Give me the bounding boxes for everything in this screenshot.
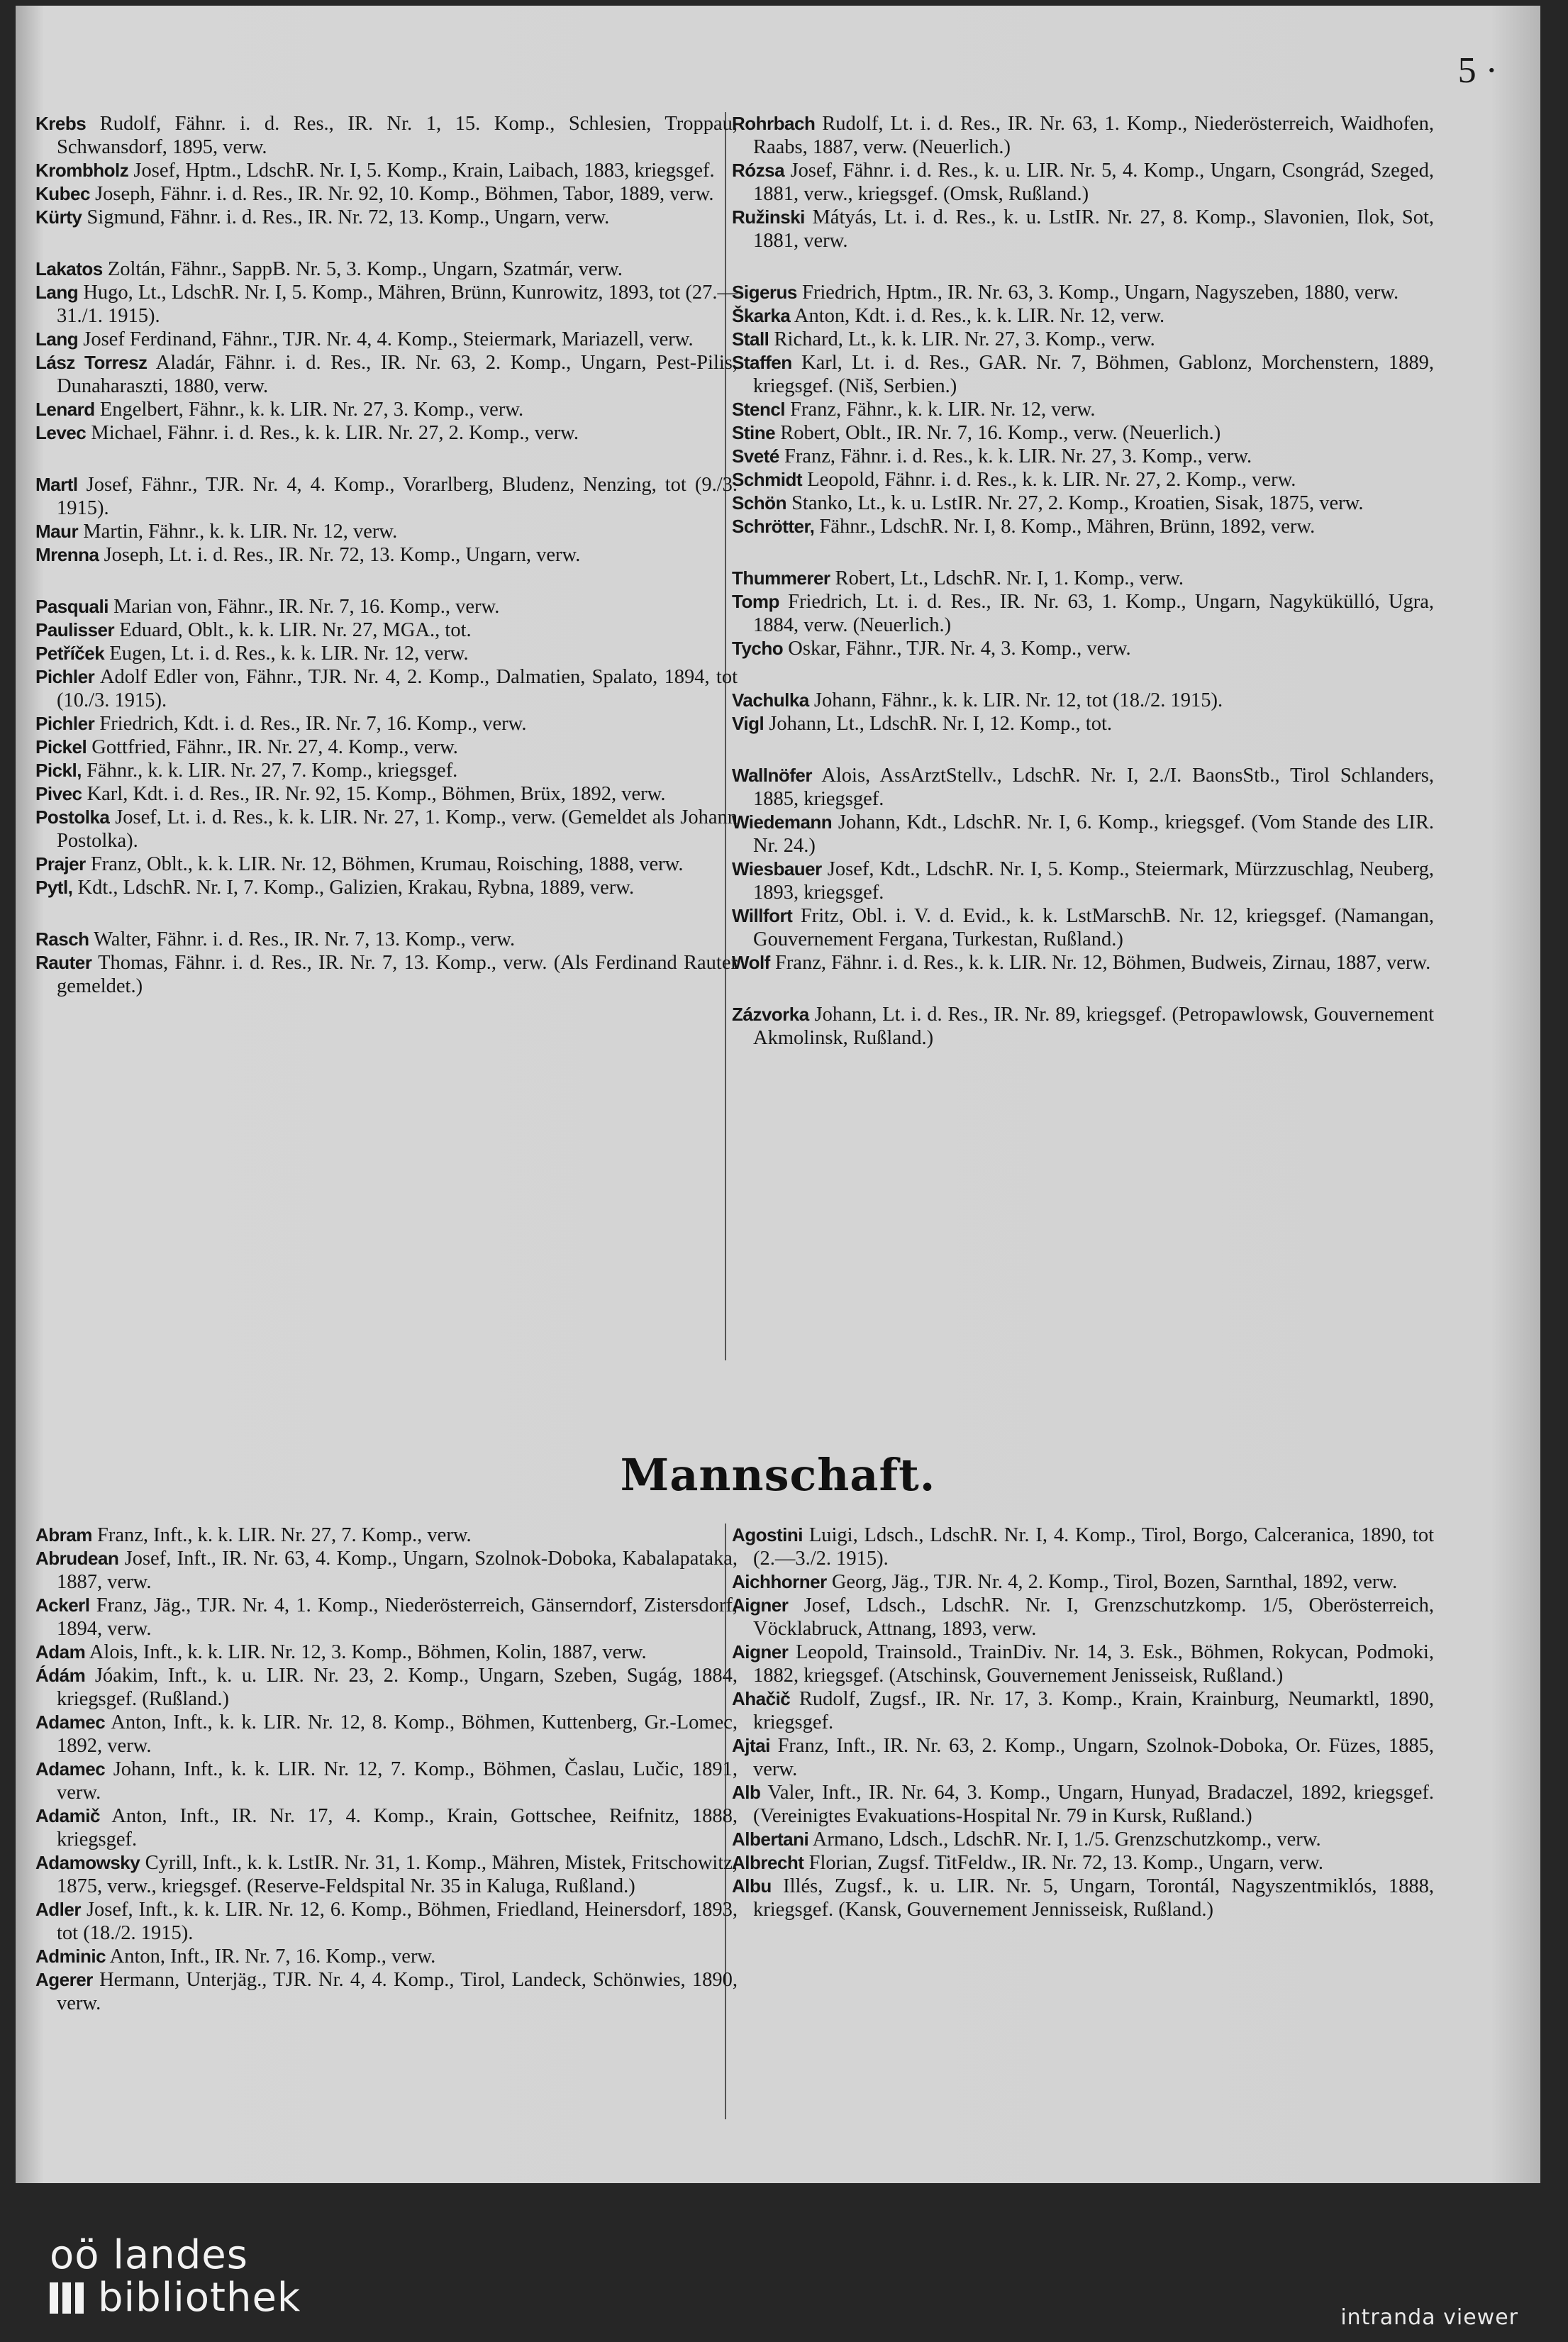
entry-text: Luigi, Ldsch., LdschR. Nr. I, 4. Komp., Tirol, Borgo, Calceranica, 1890, tot (2.—3./2. 1915).: [753, 1524, 1434, 1570]
list-item: [732, 1641, 1434, 1687]
list-item: [732, 492, 1434, 515]
entry-text: Franz, Fähnr., k. k. LIR. Nr. 12, verw.: [790, 399, 1096, 421]
entry-name: Adam: [35, 1641, 86, 1663]
entry-text: Cyrill, Inft., k. k. LstIR. Nr. 31, 1. Komp., Mähren, Mistek, Fritschowitz, 1875, verw., kriegsgef. (Reserve-Feldspital Nr. 35 in Kaluga, Rußland.): [57, 1852, 738, 1897]
entry-text: Alois, AssArztStellv., LdschR. Nr. I, 2./I. BaonsStb., Tirol Schlanders, 1885, kriegsgef.: [753, 765, 1434, 810]
entry-name: Martl: [35, 474, 78, 495]
list-item: [35, 1804, 738, 1851]
list-item: [35, 928, 738, 951]
list-item: [35, 1898, 738, 1945]
list-item: [35, 398, 738, 421]
entry-text: Kdt., LdschR. Nr. I, 7. Komp., Galizien, Krakau, Rybna, 1889, verw.: [77, 877, 635, 899]
entry-name: Alb: [732, 1782, 761, 1803]
entry-text: Armano, Ldsch., LdschR. Nr. I, 1./5. Grenzschutzkomp., verw.: [812, 1828, 1321, 1850]
entries-left-bottom: [35, 1524, 738, 2015]
entry-text: Johann, Lt., LdschR. Nr. I, 12. Komp., tot.: [769, 713, 1113, 735]
entry-text: Josef, Hptm., LdschR. Nr. I, 5. Komp., Krain, Laibach, 1883, kriegsgef.: [133, 160, 715, 182]
section-heading: Mannschaft.: [620, 1449, 936, 1501]
spacer: [732, 660, 1434, 689]
entry-text: Franz, Jäg., TJR. Nr. 4, 1. Komp., Niederösterreich, Gänserndorf, Zistersdorf, 1894, verw.: [57, 1594, 738, 1640]
list-item: [732, 445, 1434, 468]
entry-name: Tycho: [732, 638, 784, 659]
entry-name: Škarka: [732, 305, 791, 326]
entry-name: Prajer: [35, 853, 86, 875]
list-item: [732, 1570, 1434, 1594]
entry-name: Levec: [35, 422, 87, 443]
list-item: [35, 257, 738, 281]
list-item: [35, 281, 738, 328]
entry-text: Stanko, Lt., k. u. LstIR. Nr. 27, 2. Komp., Kroatien, Sisak, 1875, verw.: [791, 492, 1364, 514]
entry-name: Aigner: [732, 1641, 789, 1663]
entry-text: Illés, Zugsf., k. u. LIR. Nr. 5, Ungarn, Torontál, Nagyszentmiklós, 1888, kriegsgef. (Kansk, Gouvernement Jennisseisk, Rußland.): [753, 1875, 1434, 1921]
list-item: [35, 182, 738, 206]
entries-right-bottom: [732, 1524, 1434, 1921]
entry-name: Rózsa: [732, 160, 785, 181]
entry-name: Ahačič: [732, 1688, 791, 1709]
entry-text: Joseph, Lt. i. d. Res., IR. Nr. 72, 13. Komp., Ungarn, verw.: [104, 544, 581, 566]
entry-name: Vachulka: [732, 689, 809, 711]
entry-name: Zázvorka: [732, 1004, 809, 1025]
entry-text: Hermann, Unterjäg., TJR. Nr. 4, 4. Komp., Tirol, Landeck, Schönwies, 1890, verw.: [57, 1969, 738, 2014]
entry-text: Joseph, Fähnr. i. d. Res., IR. Nr. 92, 10. Komp., Böhmen, Tabor, 1889, verw.: [95, 183, 714, 205]
entry-text: Rudolf, Fähnr. i. d. Res., IR. Nr. 1, 15. Komp., Schlesien, Troppau, Schwansdorf, 1895, verw.: [57, 113, 738, 158]
list-item: [35, 642, 738, 665]
entry-name: Sveté: [732, 445, 779, 467]
entry-name: Stine: [732, 422, 776, 443]
entry-text: Franz, Fähnr. i. d. Res., k. k. LIR. Nr. 12, Böhmen, Budweis, Zirnau, 1887, verw.: [774, 952, 1431, 974]
list-item: [732, 590, 1434, 637]
entry-text: Mátyás, Lt. i. d. Res., k. u. LstIR. Nr. 27, 8. Komp., Slavonien, Ilok, Sot, 1881, verw.: [753, 206, 1434, 252]
entry-text: Michael, Fähnr. i. d. Res., k. k. LIR. Nr. 27, 2. Komp., verw.: [91, 422, 579, 444]
entry-text: Johann, Fähnr., k. k. LIR. Nr. 12, tot (18./2. 1915).: [813, 689, 1223, 711]
entry-text: Aladár, Fähnr. i. d. Res., IR. Nr. 63, 2. Komp., Ungarn, Pest-Pilis, Dunaharaszti, 1880, verw.: [57, 352, 738, 397]
entry-text: Robert, Oblt., IR. Nr. 7, 16. Komp., verw. (Neuerlich.): [780, 422, 1221, 444]
entry-name: Vigl: [732, 713, 764, 734]
entry-name: Adminic: [35, 1946, 106, 1967]
entry-name: Krebs: [35, 113, 87, 134]
entry-name: Mrenna: [35, 544, 99, 565]
list-item: [732, 712, 1434, 736]
list-item: [732, 304, 1434, 328]
list-item: [35, 473, 738, 520]
entry-name: Postolka: [35, 806, 110, 828]
entry-name: Ružinski: [732, 206, 805, 228]
entry-name: Adamowsky: [35, 1852, 140, 1873]
list-item: [732, 468, 1434, 492]
entry-text: Friedrich, Hptm., IR. Nr. 63, 3. Komp., Ungarn, Nagyszeben, 1880, verw.: [802, 282, 1399, 304]
entry-name: Pichler: [35, 713, 95, 734]
scanned-page: [16, 6, 1540, 2183]
entry-name: Wiesbauer: [732, 858, 822, 879]
list-item: [35, 1758, 738, 1804]
entry-text: Adolf Edler von, Fähnr., TJR. Nr. 4, 2. Komp., Dalmatien, Spalato, 1894, tot (10./3. 1915).: [57, 666, 738, 711]
entry-name: Pivec: [35, 783, 82, 804]
list-item: [732, 951, 1434, 975]
entry-text: Richard, Lt., k. k. LIR. Nr. 27, 3. Komp., verw.: [774, 328, 1155, 350]
list-item: [35, 595, 738, 618]
entry-name: Thummerer: [732, 567, 830, 589]
list-item: [732, 398, 1434, 421]
entry-name: Pickel: [35, 736, 87, 757]
spacer: [732, 736, 1434, 764]
entry-name: Aigner: [732, 1594, 789, 1616]
list-item: [35, 1664, 738, 1711]
spacer: [732, 252, 1434, 281]
list-item: [732, 421, 1434, 445]
spacer: [35, 899, 738, 928]
list-item: [732, 328, 1434, 351]
entry-text: Karl, Kdt. i. d. Res., IR. Nr. 92, 15. Komp., Böhmen, Brüx, 1892, verw.: [87, 783, 666, 805]
entry-text: Alois, Inft., k. k. LIR. Nr. 12, 3. Komp., Böhmen, Kolin, 1887, verw.: [89, 1641, 647, 1663]
entries-left-top: [35, 112, 738, 998]
list-item: [35, 1851, 738, 1898]
entry-name: Albertani: [732, 1828, 809, 1850]
list-item: [35, 1968, 738, 2015]
entry-name: Ádám: [35, 1665, 86, 1686]
viewer-label[interactable]: intranda viewer: [1340, 2305, 1518, 2330]
list-item: [732, 281, 1434, 304]
entry-name: Sigerus: [732, 282, 797, 303]
entry-text: Franz, Inft., k. k. LIR. Nr. 27, 7. Komp., verw.: [96, 1524, 472, 1546]
entry-text: Friedrich, Kdt. i. d. Res., IR. Nr. 7, 16. Komp., verw.: [99, 713, 527, 735]
entry-text: Friedrich, Lt. i. d. Res., IR. Nr. 63, 1. Komp., Ungarn, Nagykükülló, Ugra, 1884, verw. (Neuerlich.): [753, 591, 1435, 636]
entry-name: Pytl,: [35, 877, 73, 898]
entry-name: Stencl: [732, 399, 786, 420]
list-item: [35, 206, 738, 229]
list-item: [732, 351, 1434, 398]
spacer: [35, 445, 738, 473]
list-item: [732, 567, 1434, 590]
entry-text: Anton, Inft., IR. Nr. 7, 16. Komp., verw.: [109, 1946, 436, 1968]
entry-name: Willfort: [732, 905, 793, 926]
list-item: [732, 515, 1434, 538]
entry-text: Fähnr., LdschR. Nr. I, 8. Komp., Mähren, Brünn, 1892, verw.: [819, 516, 1316, 538]
spacer: [732, 538, 1434, 567]
entry-text: Leopold, Fähnr. i. d. Res., k. k. LIR. Nr. 27, 2. Komp., verw.: [807, 469, 1296, 491]
entry-name: Kubec: [35, 183, 90, 204]
list-item: [35, 736, 738, 759]
entry-text: Anton, Kdt. i. d. Res., k. k. LIR. Nr. 12, verw.: [794, 305, 1165, 327]
logo-line-1: oö landes: [50, 2232, 248, 2278]
list-item: [35, 1547, 738, 1594]
entry-text: Florian, Zugsf. TitFeldw., IR. Nr. 72, 13. Komp., Ungarn, verw.: [808, 1852, 1324, 1874]
entry-text: Marian von, Fähnr., IR. Nr. 7, 16. Komp., verw.: [113, 596, 500, 618]
entry-name: Aichhorner: [732, 1571, 827, 1592]
entry-text: Josef, Inft., k. k. LIR. Nr. 12, 6. Komp., Böhmen, Friedland, Heinersdorf, 1893, tot (18./2. 1915).: [57, 1899, 738, 1944]
entry-name: Lász Torresz: [35, 352, 148, 373]
entry-text: Johann, Inft., k. k. LIR. Nr. 12, 7. Komp., Böhmen, Časlau, Lučic, 1891, verw.: [57, 1758, 738, 1804]
list-item: [732, 1851, 1434, 1875]
entry-text: Rudolf, Zugsf., IR. Nr. 17, 3. Komp., Krain, Krainburg, Neumarktl, 1890, kriegsgef.: [753, 1688, 1435, 1733]
entry-text: Karl, Lt. i. d. Res., GAR. Nr. 7, Böhmen, Gablonz, Morchenstern, 1889, kriegsgef. (Niš, Serbien.): [753, 352, 1435, 397]
list-item: [732, 1687, 1434, 1734]
entry-text: Josef, Kdt., LdschR. Nr. I, 5. Komp., Steiermark, Mürzzuschlag, Neuberg, 1893, kriegsgef.: [753, 858, 1435, 904]
entry-name: Staffen: [732, 352, 792, 373]
entry-name: Lang: [35, 282, 79, 303]
entry-name: Ackerl: [35, 1594, 90, 1616]
entry-name: Petříček: [35, 643, 105, 664]
entry-text: Franz, Fähnr. i. d. Res., k. k. LIR. Nr. 27, 3. Komp., verw.: [784, 445, 1252, 467]
entry-text: Josef, Ldsch., LdschR. Nr. I, Grenzschutzkomp. 1/5, Oberösterreich, Vöcklabruck, Attnang, 1893, verw.: [753, 1594, 1435, 1640]
list-item: [35, 806, 738, 853]
list-item: [35, 351, 738, 398]
entry-name: Albrecht: [732, 1852, 804, 1873]
list-item: [35, 712, 738, 736]
list-item: [35, 1945, 738, 1968]
entry-text: Jóakim, Inft., k. u. LIR. Nr. 23, 2. Komp., Ungarn, Szeben, Sugág, 1884, kriegsgef. (Rußland.): [57, 1665, 738, 1710]
list-item: [35, 759, 738, 782]
list-item: [35, 665, 738, 712]
entry-text: Josef Ferdinand, Fähnr., TJR. Nr. 4, 4. Komp., Steiermark, Mariazell, verw.: [83, 328, 694, 350]
entry-name: Wallnöfer: [732, 765, 812, 786]
entry-text: Johann, Lt. i. d. Res., IR. Nr. 89, kriegsgef. (Petropawlowsk, Gouvernement Akmolinsk, Rußland.): [753, 1004, 1435, 1049]
entries-right-top: [732, 112, 1434, 1050]
list-item: [35, 876, 738, 899]
entry-text: Martin, Fähnr., k. k. LIR. Nr. 12, verw.: [83, 521, 398, 543]
entry-name: Schrötter,: [732, 516, 815, 537]
entry-name: Rohrbach: [732, 113, 816, 134]
list-item: [35, 1641, 738, 1664]
entry-name: Kürty: [35, 206, 82, 228]
list-item: [35, 328, 738, 351]
entry-name: Stall: [732, 328, 769, 350]
entry-text: Thomas, Fähnr. i. d. Res., IR. Nr. 7, 13. Komp., verw. (Als Ferdinand Rauter gemeldet.): [57, 952, 738, 997]
library-logo[interactable]: [50, 2234, 301, 2319]
entry-text: Franz, Oblt., k. k. LIR. Nr. 12, Böhmen, Krumau, Roisching, 1888, verw.: [90, 853, 684, 875]
list-item: [35, 1711, 738, 1758]
entry-text: Leopold, Trainsold., TrainDiv. Nr. 14, 3. Esk., Böhmen, Rokycan, Podmoki, 1882, kriegsgef. (Atschinsk, Gouvernement Jenisseisk, Rußland.): [753, 1641, 1435, 1687]
entry-name: Agerer: [35, 1969, 93, 1990]
entry-text: Engelbert, Fähnr., k. k. LIR. Nr. 27, 3. Komp., verw.: [99, 399, 524, 421]
entry-text: Eduard, Oblt., k. k. LIR. Nr. 27, MGA., tot.: [119, 619, 472, 641]
entry-text: Oskar, Fähnr., TJR. Nr. 4, 3. Komp., verw.: [788, 638, 1131, 660]
entry-name: Ajtai: [732, 1735, 770, 1756]
list-item: [35, 543, 738, 567]
list-item: [732, 811, 1434, 858]
list-item: [35, 1594, 738, 1641]
entry-name: Adamič: [35, 1805, 100, 1826]
list-item: [35, 1524, 738, 1547]
list-item: [35, 951, 738, 998]
entry-name: Abram: [35, 1524, 92, 1545]
entry-name: Pasquali: [35, 596, 109, 617]
entry-text: Georg, Jäg., TJR. Nr. 4, 2. Komp., Tirol, Bozen, Sarnthal, 1892, verw.: [831, 1571, 1398, 1593]
entry-name: Adler: [35, 1899, 81, 1920]
entry-name: Wiedemann: [732, 811, 833, 833]
entry-name: Paulisser: [35, 619, 115, 640]
entry-name: Adamec: [35, 1758, 106, 1780]
entry-text: Sigmund, Fähnr. i. d. Res., IR. Nr. 72, 13. Komp., Ungarn, verw.: [87, 206, 610, 228]
list-item: [732, 1734, 1434, 1781]
page-number: 5 ·: [1457, 50, 1498, 91]
entry-name: Agostini: [732, 1524, 803, 1545]
entry-name: Lang: [35, 328, 79, 350]
entry-name: Wolf: [732, 952, 770, 973]
entry-text: Hugo, Lt., LdschR. Nr. I, 5. Komp., Mähren, Brünn, Kunrowitz, 1893, tot (27.—31./1. 1915).: [57, 282, 738, 327]
entry-name: Lakatos: [35, 258, 103, 279]
list-item: [732, 1003, 1434, 1050]
list-item: [35, 782, 738, 806]
entry-text: Johann, Kdt., LdschR. Nr. I, 6. Komp., kriegsgef. (Vom Stande des LIR. Nr. 24.): [753, 811, 1435, 857]
spacer: [35, 567, 738, 595]
entry-text: Fähnr., k. k. LIR. Nr. 27, 7. Komp., kriegsgef.: [87, 760, 458, 782]
logo-bars-icon: [50, 2280, 92, 2311]
entry-text: Eugen, Lt. i. d. Res., k. k. LIR. Nr. 12, verw.: [109, 643, 469, 665]
entry-text: Anton, Inft., k. k. LIR. Nr. 12, 8. Komp., Böhmen, Kuttenberg, Gr.-Lomec, 1892, verw.: [57, 1711, 738, 1757]
spacer: [35, 229, 738, 257]
entry-name: Pickl,: [35, 760, 82, 781]
entry-text: Franz, Inft., IR. Nr. 63, 2. Komp., Ungarn, Szolnok-Doboka, Or. Füzes, 1885, verw.: [753, 1735, 1434, 1780]
entry-text: Anton, Inft., IR. Nr. 17, 4. Komp., Krain, Gottschee, Reifnitz, 1888, kriegsgef.: [57, 1805, 738, 1850]
list-item: [732, 159, 1434, 206]
entry-name: Schmidt: [732, 469, 803, 490]
list-item: [35, 421, 738, 445]
list-item: [35, 618, 738, 642]
entry-name: Pichler: [35, 666, 95, 687]
list-item: [732, 206, 1434, 252]
list-item: [732, 904, 1434, 951]
entry-name: Rasch: [35, 928, 89, 950]
entry-text: Josef, Fähnr., TJR. Nr. 4, 4. Komp., Vorarlberg, Bludenz, Nenzing, tot (9./3. 1915).: [57, 474, 738, 519]
entry-name: Tomp: [732, 591, 779, 612]
list-item: [35, 853, 738, 876]
list-item: [35, 159, 738, 182]
entry-text: Robert, Lt., LdschR. Nr. I, 1. Komp., verw.: [835, 567, 1184, 589]
entry-text: Rudolf, Lt. i. d. Res., IR. Nr. 63, 1. Komp., Niederösterreich, Waidhofen, Raabs, 1887, verw. (Neuerlich.): [753, 113, 1435, 158]
entry-text: Walter, Fähnr. i. d. Res., IR. Nr. 7, 13. Komp., verw.: [94, 928, 516, 950]
entry-name: Adamec: [35, 1711, 106, 1733]
list-item: [732, 1594, 1434, 1641]
list-item: [732, 858, 1434, 904]
entry-name: Abrudean: [35, 1548, 119, 1569]
logo-line-2: bibliothek: [98, 2275, 301, 2321]
entry-name: Rauter: [35, 952, 92, 973]
entry-name: Lenard: [35, 399, 95, 420]
list-item: [732, 637, 1434, 660]
list-item: [732, 1524, 1434, 1570]
spacer: [732, 975, 1434, 1003]
list-item: [732, 764, 1434, 811]
list-item: [732, 1875, 1434, 1921]
entry-text: Zoltán, Fähnr., SappB. Nr. 5, 3. Komp., Ungarn, Szatmár, verw.: [107, 258, 623, 280]
entry-text: Josef, Lt. i. d. Res., k. k. LIR. Nr. 27, 1. Komp., verw. (Gemeldet als Johann Postolka).: [57, 806, 738, 852]
entry-text: Josef, Fähnr. i. d. Res., k. u. LIR. Nr. 5, 4. Komp., Ungarn, Csongrád, Szeged, 1881, verw., kriegsgef. (Omsk, Rußland.): [753, 160, 1434, 205]
entry-text: Fritz, Obl. i. V. d. Evid., k. k. LstMarschB. Nr. 12, kriegsgef. (Namangan, Gouvernement Fergana, Turkestan, Rußland.): [753, 905, 1434, 950]
list-item: [35, 112, 738, 159]
list-item: [732, 1781, 1434, 1828]
entry-name: Schön: [732, 492, 786, 514]
entry-name: Maur: [35, 521, 79, 542]
entry-name: Albu: [732, 1875, 772, 1897]
entry-text: Josef, Inft., IR. Nr. 63, 4. Komp., Ungarn, Szolnok-Doboka, Kabalapataka, 1887, verw.: [57, 1548, 738, 1593]
entry-text: Gottfried, Fähnr., IR. Nr. 27, 4. Komp., verw.: [91, 736, 458, 758]
list-item: [732, 689, 1434, 712]
list-item: [732, 112, 1434, 159]
list-item: [35, 520, 738, 543]
entry-text: Valer, Inft., IR. Nr. 64, 3. Komp., Ungarn, Hunyad, Bradaczel, 1892, kriegsgef. (Vereinigtes Evakuations-Hospital Nr. 79 in Kursk, Rußland.): [753, 1782, 1434, 1827]
entry-name: Krombholz: [35, 160, 129, 181]
list-item: [732, 1828, 1434, 1851]
